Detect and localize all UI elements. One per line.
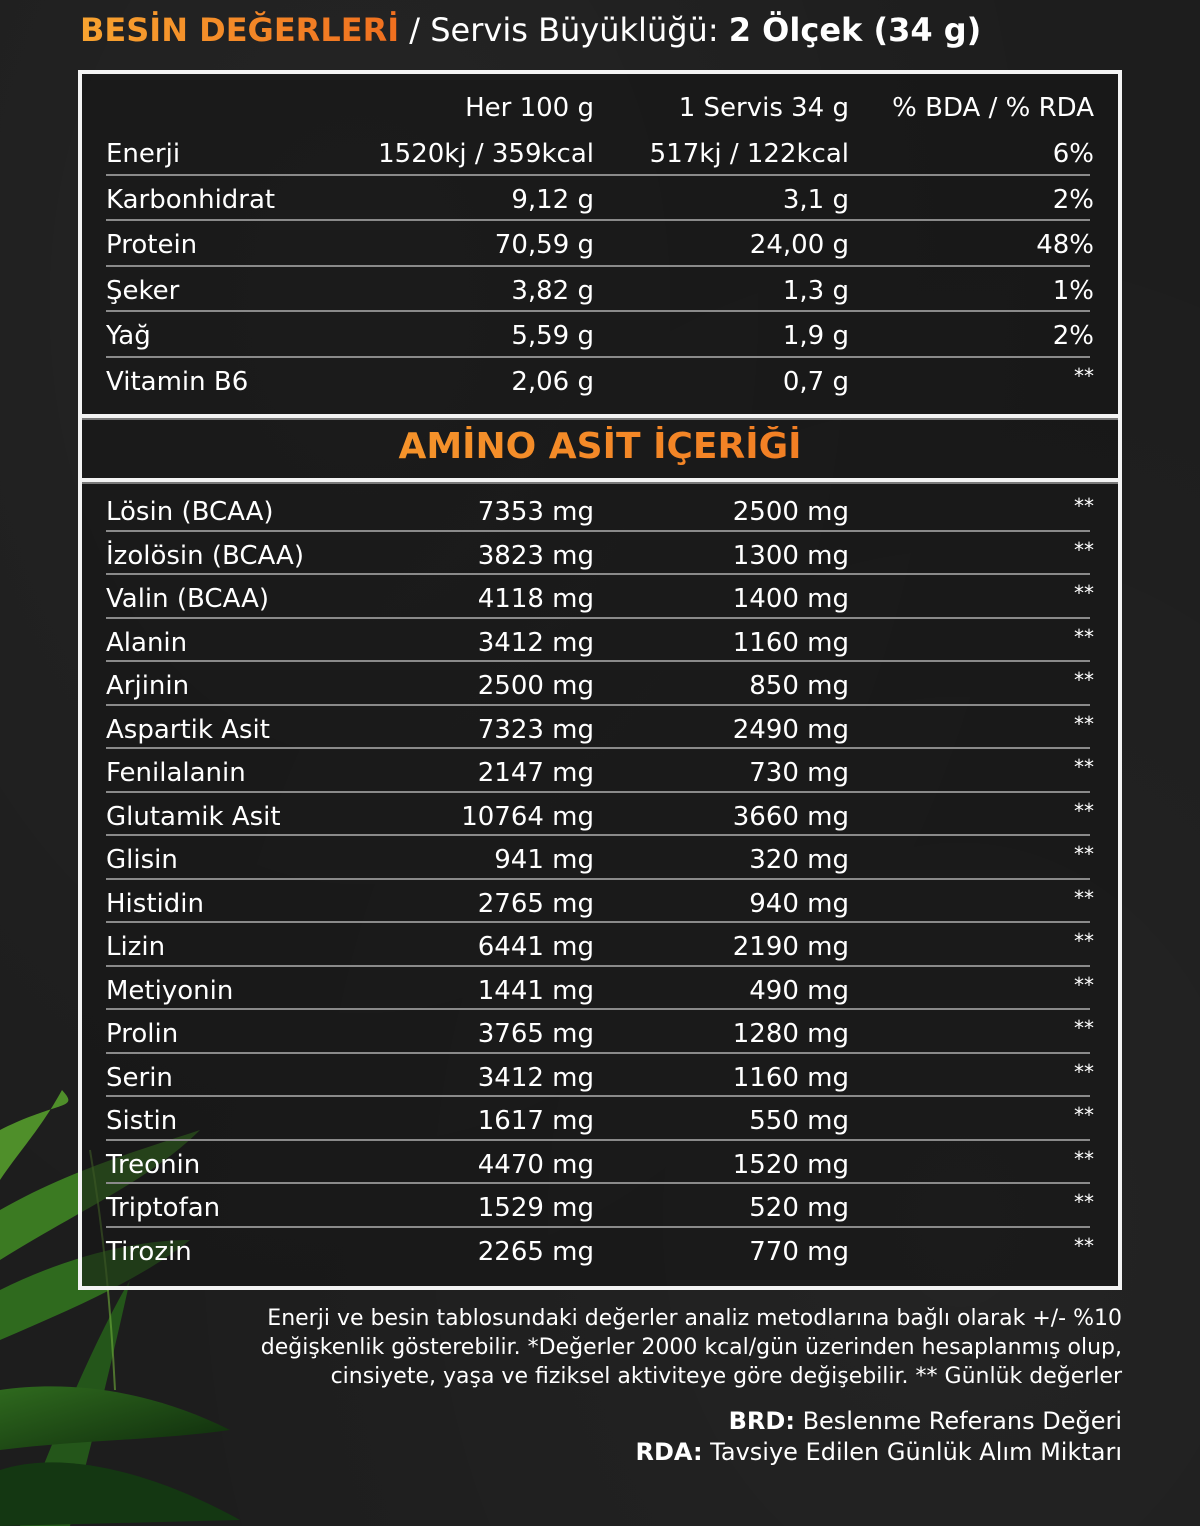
value-rda: ** bbox=[1074, 842, 1094, 866]
legend-rda: RDA: Tavsiye Edilen Günlük Alım Miktarı bbox=[635, 1438, 1122, 1466]
nutrient-name: Triptofan bbox=[106, 1193, 221, 1223]
row-divider bbox=[106, 310, 1090, 312]
nutrient-name: Treonin bbox=[106, 1149, 201, 1180]
row-divider bbox=[106, 356, 1090, 358]
value-rda: ** bbox=[1074, 1103, 1094, 1127]
value-rda: ** bbox=[1074, 1016, 1094, 1040]
value-per-serving: 320 mg bbox=[749, 845, 849, 875]
row-divider bbox=[106, 834, 1090, 836]
value-per-100g: 1529 mg bbox=[477, 1193, 594, 1223]
value-per-serving: 2490 mg bbox=[732, 714, 849, 745]
value-rda: ** bbox=[1074, 624, 1094, 649]
nutrient-name: Serin bbox=[106, 1062, 173, 1093]
value-rda: 1% bbox=[1052, 275, 1094, 306]
page-heading bbox=[80, 8, 981, 52]
amino-table bbox=[78, 478, 1122, 1290]
value-per-serving: 3,1 g bbox=[782, 184, 849, 215]
value-per-serving: 1,9 g bbox=[782, 321, 849, 351]
value-per-100g: 5,59 g bbox=[511, 321, 594, 351]
value-per-100g: 6441 mg bbox=[477, 932, 594, 962]
value-per-serving: 24,00 g bbox=[749, 230, 849, 260]
value-rda: 2% bbox=[1052, 321, 1094, 351]
value-per-100g: 1617 mg bbox=[477, 1106, 594, 1136]
value-per-100g: 10764 mg bbox=[461, 801, 594, 832]
nutrient-name: Vitamin B6 bbox=[106, 366, 249, 397]
value-rda: ** bbox=[1074, 711, 1094, 736]
value-per-serving: 490 mg bbox=[749, 975, 849, 1006]
nutrient-name: Aspartik Asit bbox=[106, 714, 270, 745]
value-per-100g: 3412 mg bbox=[477, 1062, 594, 1093]
value-per-serving: 0,7 g bbox=[782, 366, 849, 397]
row-divider bbox=[106, 1095, 1090, 1097]
column-serving-header: 1 Servis 34 g bbox=[678, 93, 849, 123]
value-per-100g: 3,82 g bbox=[511, 275, 594, 306]
nutrient-name: Tirozin bbox=[106, 1236, 192, 1267]
value-rda: ** bbox=[1074, 755, 1094, 779]
value-rda: ** bbox=[1074, 929, 1094, 953]
value-rda: ** bbox=[1074, 581, 1094, 605]
value-per-serving: 1160 mg bbox=[732, 627, 849, 658]
value-rda: ** bbox=[1074, 1190, 1094, 1214]
value-rda: ** bbox=[1074, 494, 1094, 518]
nutrient-name: Valin (BCAA) bbox=[106, 584, 270, 614]
value-rda: ** bbox=[1074, 1233, 1094, 1258]
nutrient-name: Metiyonin bbox=[106, 975, 234, 1006]
value-per-100g: 2147 mg bbox=[477, 758, 594, 788]
value-rda: ** bbox=[1074, 798, 1094, 823]
row-divider bbox=[106, 921, 1090, 923]
value-per-100g: 3823 mg bbox=[477, 540, 594, 571]
value-per-serving: 520 mg bbox=[749, 1193, 849, 1223]
value-per-serving: 940 mg bbox=[749, 888, 849, 919]
value-per-100g: 2765 mg bbox=[477, 888, 594, 919]
nutrition-title: BESİN DEĞERLERİ bbox=[80, 11, 400, 49]
serving-value: 2 Ölçek (34 g) bbox=[728, 11, 982, 49]
row-divider bbox=[106, 573, 1090, 575]
value-per-100g: 4118 mg bbox=[477, 584, 594, 614]
value-rda: ** bbox=[1074, 363, 1094, 388]
row-divider bbox=[106, 1182, 1090, 1184]
title-separator: / bbox=[399, 11, 431, 49]
value-per-100g: 2500 mg bbox=[477, 671, 594, 701]
row-divider bbox=[106, 965, 1090, 967]
footnote-line: değişkenlik gösterebilir. *Değerler 2000 kcal/gün üzerinden hesaplanmış olup, bbox=[260, 1335, 1122, 1360]
nutrient-name: Alanin bbox=[106, 627, 188, 658]
value-rda: 48% bbox=[1036, 230, 1094, 260]
value-per-serving: 730 mg bbox=[749, 758, 849, 788]
value-per-serving: 1300 mg bbox=[732, 540, 849, 571]
row-divider bbox=[106, 791, 1090, 793]
column-per100-header: Her 100 g bbox=[465, 93, 594, 123]
nutrient-name: Fenilalanin bbox=[106, 758, 246, 788]
value-rda: ** bbox=[1074, 537, 1094, 562]
nutrient-name: Glisin bbox=[106, 845, 178, 875]
value-per-serving: 770 mg bbox=[749, 1236, 849, 1267]
value-per-100g: 941 mg bbox=[494, 845, 594, 875]
nutrient-name: Glutamik Asit bbox=[106, 801, 281, 832]
nutrient-name: Histidin bbox=[106, 888, 204, 919]
nutrient-name: Karbonhidrat bbox=[106, 184, 276, 215]
value-per-100g: 2,06 g bbox=[511, 366, 594, 397]
value-per-serving: 1520 mg bbox=[732, 1149, 849, 1180]
value-rda: ** bbox=[1074, 1146, 1094, 1171]
column-rda-header: % BDA / % RDA bbox=[892, 93, 1094, 123]
row-divider bbox=[106, 704, 1090, 706]
legend-brd: BRD: Beslenme Referans Değeri bbox=[728, 1407, 1122, 1435]
nutrient-name: Enerji bbox=[106, 139, 181, 169]
nutrient-name: Şeker bbox=[106, 275, 180, 306]
value-rda: ** bbox=[1074, 972, 1094, 997]
value-rda: ** bbox=[1074, 1059, 1094, 1084]
value-per-100g: 2265 mg bbox=[477, 1236, 594, 1267]
row-divider bbox=[106, 1008, 1090, 1010]
value-per-serving: 1280 mg bbox=[732, 1019, 849, 1049]
value-per-serving: 850 mg bbox=[749, 671, 849, 701]
nutrient-name: Lösin (BCAA) bbox=[106, 497, 274, 527]
value-per-100g: 1520kj / 359kcal bbox=[378, 139, 594, 169]
value-per-serving: 550 mg bbox=[749, 1106, 849, 1136]
value-rda: ** bbox=[1074, 885, 1094, 910]
value-per-serving: 2190 mg bbox=[732, 932, 849, 962]
row-divider bbox=[106, 530, 1090, 532]
nutrient-name: Prolin bbox=[106, 1019, 179, 1049]
serving-label: Servis Büyüklüğü: bbox=[430, 11, 729, 49]
value-rda: 6% bbox=[1052, 139, 1094, 169]
row-divider bbox=[106, 265, 1090, 267]
nutrition-table bbox=[78, 70, 1122, 420]
value-rda: 2% bbox=[1052, 184, 1094, 215]
nutrient-name: Sistin bbox=[106, 1106, 178, 1136]
value-per-serving: 2500 mg bbox=[732, 497, 849, 527]
value-per-100g: 4470 mg bbox=[477, 1149, 594, 1180]
footnote-line: cinsiyete, yaşa ve fiziksel aktiviteye göre değişebilir. ** Günlük değerler bbox=[330, 1364, 1122, 1389]
row-divider bbox=[106, 617, 1090, 619]
value-per-100g: 7323 mg bbox=[477, 714, 594, 745]
row-divider bbox=[106, 219, 1090, 221]
nutrient-name: İzolösin (BCAA) bbox=[106, 540, 304, 571]
value-per-100g: 7353 mg bbox=[477, 497, 594, 527]
nutrient-name: Lizin bbox=[106, 932, 166, 962]
row-divider bbox=[106, 878, 1090, 880]
amino-title: AMİNO ASİT İÇERİĞİ bbox=[82, 426, 1118, 467]
value-per-100g: 9,12 g bbox=[511, 184, 594, 215]
amino-title-box bbox=[78, 414, 1122, 484]
value-per-serving: 1160 mg bbox=[732, 1062, 849, 1093]
footnote-line: Enerji ve besin tablosundaki değerler analiz metodlarına bağlı olarak +/- %10 bbox=[267, 1306, 1122, 1331]
value-per-serving: 1400 mg bbox=[732, 584, 849, 614]
value-per-100g: 3412 mg bbox=[477, 627, 594, 658]
footnote bbox=[261, 1304, 1122, 1391]
value-per-100g: 70,59 g bbox=[494, 230, 594, 260]
value-rda: ** bbox=[1074, 668, 1094, 692]
row-divider bbox=[106, 1052, 1090, 1054]
nutrient-name: Protein bbox=[106, 230, 198, 260]
value-per-100g: 3765 mg bbox=[477, 1019, 594, 1049]
value-per-serving: 1,3 g bbox=[782, 275, 849, 306]
nutrient-name: Arjinin bbox=[106, 671, 190, 701]
row-divider bbox=[106, 1226, 1090, 1228]
value-per-100g: 1441 mg bbox=[477, 975, 594, 1006]
nutrient-name: Yağ bbox=[106, 321, 151, 351]
row-divider bbox=[106, 660, 1090, 662]
value-per-serving: 3660 mg bbox=[732, 801, 849, 832]
row-divider bbox=[106, 174, 1090, 176]
value-per-serving: 517kj / 122kcal bbox=[649, 139, 849, 169]
row-divider bbox=[106, 747, 1090, 749]
legend bbox=[636, 1406, 1122, 1468]
row-divider bbox=[106, 1139, 1090, 1141]
